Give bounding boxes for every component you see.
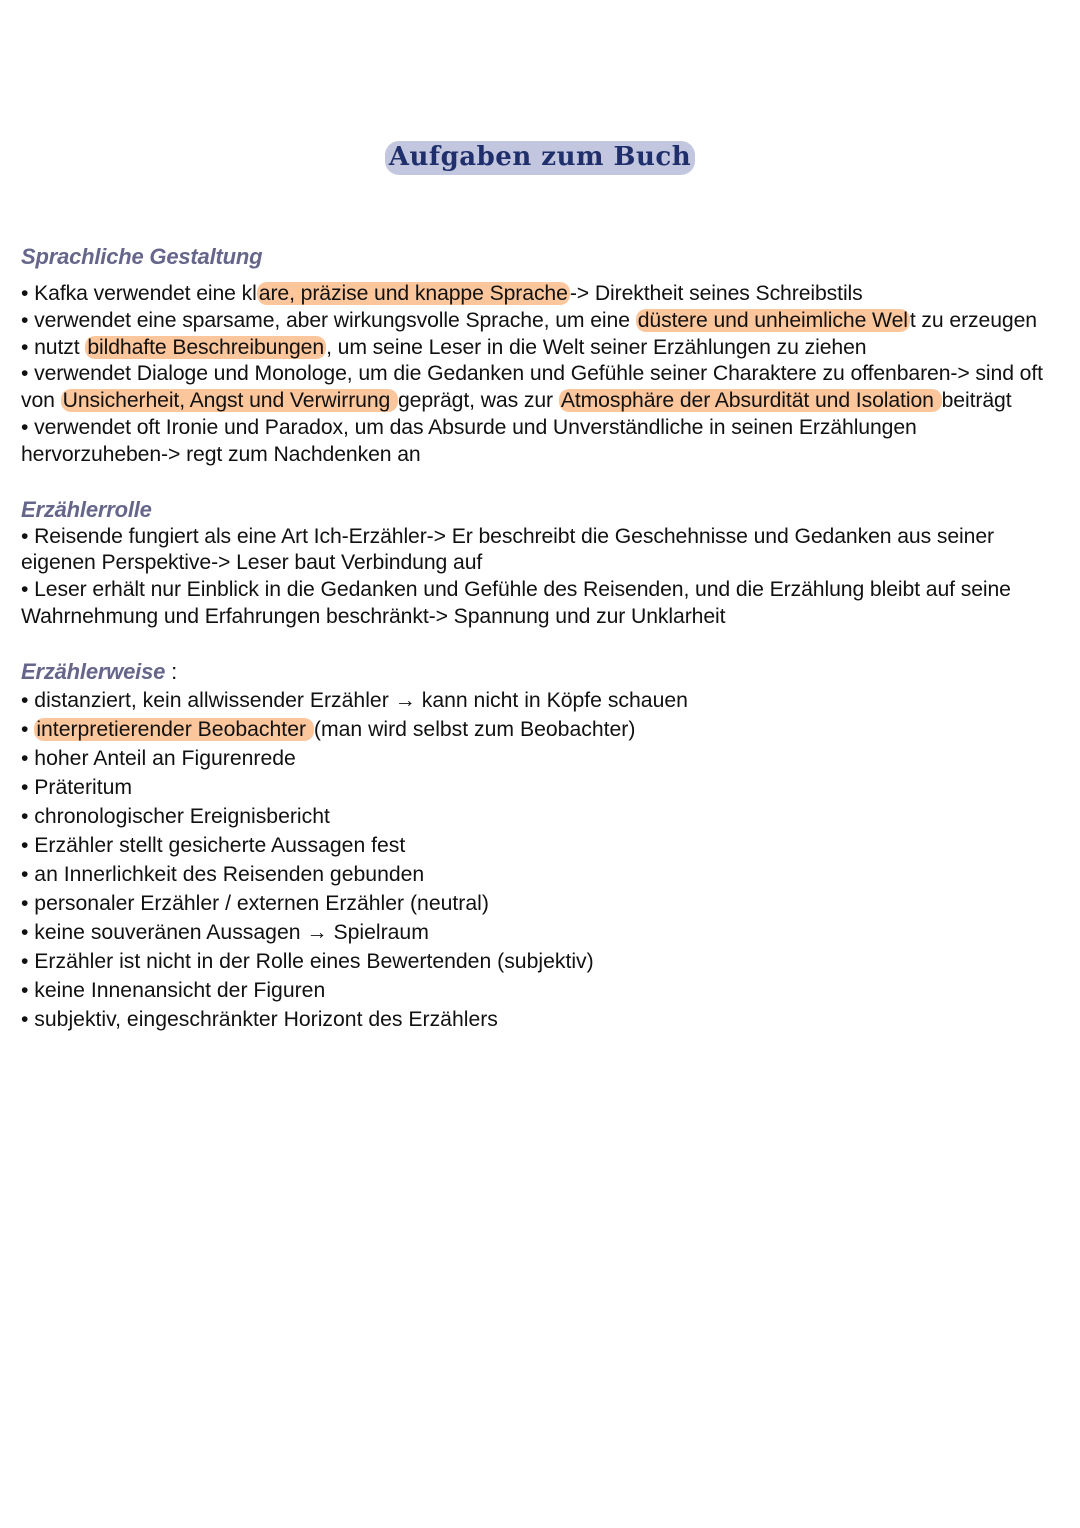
bullet-sprache [21,281,1056,308]
list-item: • distanziert, kein allwissender Erzähler → kann nicht in Köpfe schauen [21,688,688,712]
highlighted-text: düstere und unheimliche Wel [637,308,908,332]
list-item: • Präteritum [21,775,133,799]
title-container [0,141,1080,175]
list-item: • personaler Erzähler / externen Erzähler (neutral) [21,891,489,915]
bullet-einblick: • Leser erhält nur Einblick in die Gedanken und Gefühle des Reisenden, und die Erzählung bleibt auf seine Wahrnehmung und Erfahrungen beschränkt-> Spannung und zur Unklarheit [21,578,1011,628]
list-item: • keine souveränen Aussagen → Spielraum [21,920,429,944]
bullet-dialoge [21,361,1056,415]
bullet-atmosphaere [21,308,1056,335]
bullet-beschreibungen [21,335,1056,362]
list-item: • hoher Anteil an Figurenrede [21,746,296,770]
text-segment: • verwendet eine sparsame, aber wirkungsvolle Sprache, um eine [21,308,636,332]
text-segment: geprägt, was zur [397,389,559,413]
text-segment: • nutzt [21,335,86,359]
list-item: • subjektiv, eingeschränkter Horizont des Erzählers [21,1007,498,1031]
list-item: • Erzähler stellt gesicherte Aussagen fest [21,833,406,857]
erzaehlerweise-list [21,686,1056,1034]
text-segment: -> Direktheit seines Schreibstils [569,282,863,305]
section-heading-erzaehlerrolle: Erzählerrolle [21,496,152,522]
list-item: • Erzähler ist nicht in der Rolle eines Bewertenden (subjektiv) [21,949,594,973]
text-segment: beiträgt [941,389,1012,413]
bullet-ironie: • verwendet oft Ironie und Paradox, um das Absurde und Unverständliche in seinen Erzählungen hervorzuheben-> regt zum Nachdenken an [21,415,917,466]
section-heading-sprachliche-gestaltung: Sprachliche Gestaltung [21,244,263,269]
list-item: • an Innerlichkeit des Reisenden gebunden [21,862,425,886]
list-item [21,715,1056,744]
page-title: Aufgaben zum Buch [385,141,695,175]
highlighted-text: Unsicherheit, Angst und Verwirrung [62,389,396,413]
highlighted-text: bildhafte Beschreibungen [87,335,325,359]
highlighted-text: interpretierender Beobachter [36,717,312,741]
highlighted-text: are, präzise und knappe Sprache [258,282,568,305]
text-segment: • Kafka verwendet eine kl [21,282,257,305]
bullet-ich-erzaehler: • Reisende fungiert als eine Art Ich-Erzähler-> Er beschreibt die Geschehnisse und Gedanken aus seiner eigenen Perspektive-> Leser baut Verbindung auf [21,524,994,575]
heading-colon: : [165,658,177,684]
document-body [21,243,1056,1034]
text-segment: t zu erzeugen [909,308,1037,332]
heading-text: Erzählerweise [21,658,166,684]
text-segment: , um seine Leser in die Welt seiner Erzählungen zu ziehen [326,335,867,359]
text-segment: • verwendet Dialoge und Monologe, um die Gedanken und Gefühle seiner Charaktere zu offenbaren-> sind oft von [21,362,1043,413]
section-heading-erzaehlerweise [21,658,1056,686]
list-item: • keine Innenansicht der Figuren [21,978,326,1002]
highlighted-text: Atmosphäre der Absurdität und Isolation [560,389,940,413]
text-segment: • [21,717,35,741]
list-item: • chronologischer Ereignisbericht [21,804,330,828]
text-segment: (man wird selbst zum Beobachter) [313,717,636,741]
